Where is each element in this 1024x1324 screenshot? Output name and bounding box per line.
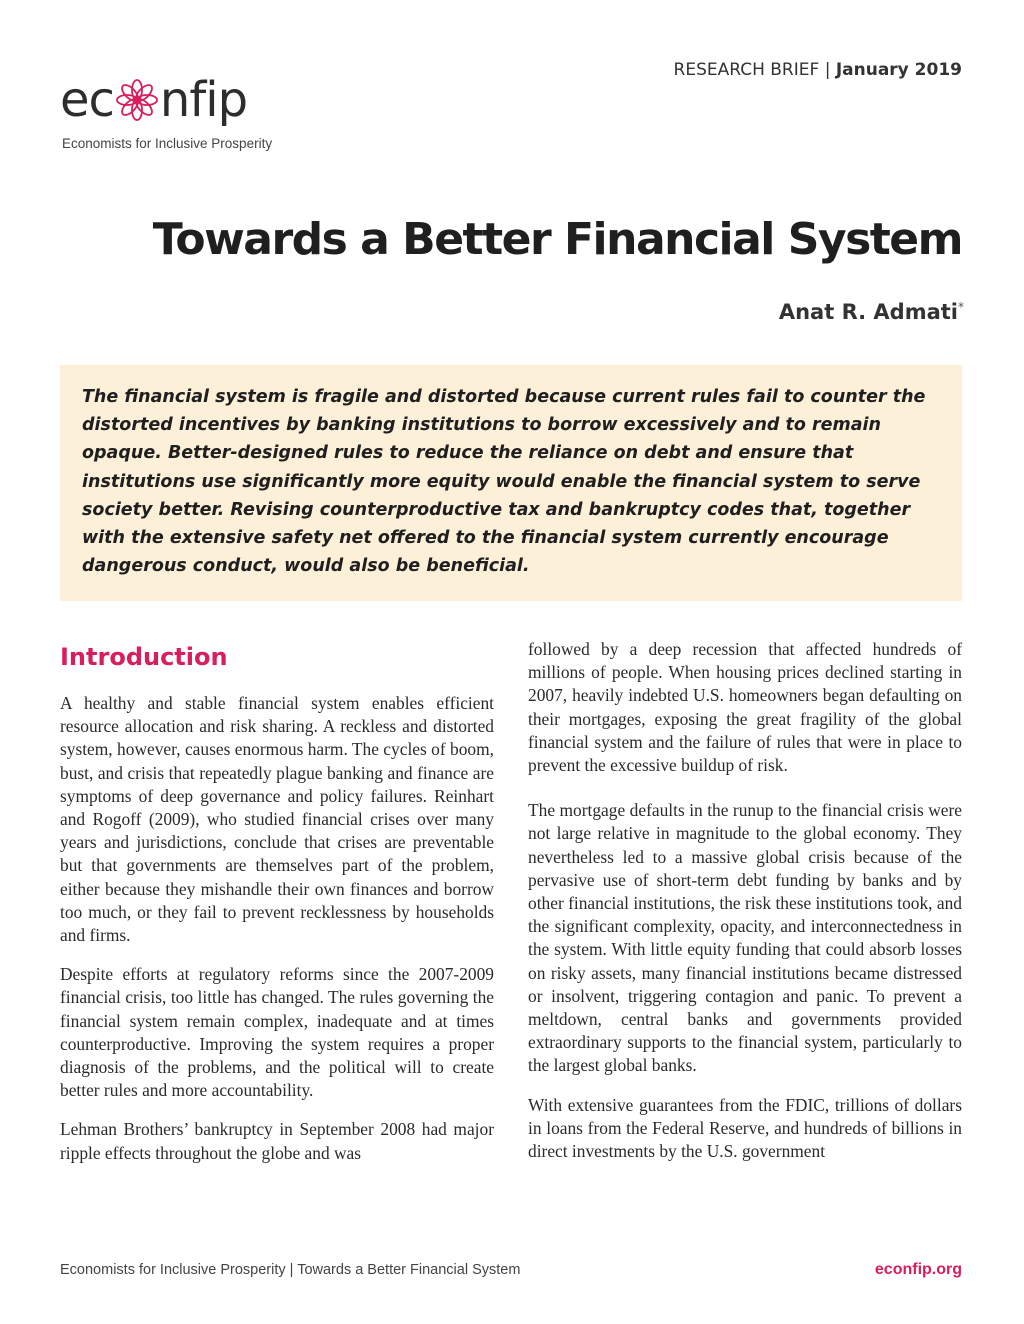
body-paragraph: Lehman Brothers’ bankruptcy in September 2008 had major ripple effects throughout the globe and was xyxy=(60,1119,494,1163)
body-paragraph: With extensive guarantees from the FDIC, trillions of dollars in loans from the Federal Reserve, and hundreds of billions in direct investments by the U.S. government xyxy=(528,1094,962,1162)
research-brief-label xyxy=(674,60,962,80)
abstract-text: The financial system is fragile and distorted because current rules fail to counter the distorted incentives by banking institutions to borrow excessively and to remain opaque. Better-designed rules to reduce the reliance on debt and ensure that institutions use significantly more equity would enable the financial system to serve society better. Revising counterproductive tax and bankruptcy codes that, together with the extensive safety net offered to the financial system currently encourage dangerous conduct, would also be beneficial. xyxy=(82,387,926,577)
logo-text-left: ec xyxy=(60,72,114,128)
econfip-logo xyxy=(60,72,320,162)
page-title: Towards a Better Financial System xyxy=(152,214,962,265)
logo-text-right: nfip xyxy=(159,72,248,128)
body-paragraph: The mortgage defaults in the runup to the financial crisis were not large relative in magnitude to the global economy. They nevertheless led to a massive global crisis because of the pervasive use of short-term debt funding by banks and by other financial institutions, the risk these institutions took, and the significant complexity, opacity, and interconnectedness in the system. With little equity funding that could absorb losses on risky assets, many financial institutions became distressed or insolvent, triggering contagion and panic. To prevent a meltdown, central banks and governments provided extraordinary supports to the financial system, particularly to the largest global banks. xyxy=(528,800,962,1076)
brief-type: RESEARCH BRIEF xyxy=(673,60,820,80)
body-paragraph: Despite efforts at regulatory reforms since the 2007-2009 financial crisis, too little has changed. The rules governing the financial system remain complex, inadequate and at times counterproductive. Improving the system requires a proper diagnosis of the problems, and the political will to create better rules and more accountability. xyxy=(60,964,494,1101)
flower-icon xyxy=(115,78,159,122)
footer-website-link[interactable]: econfip.org xyxy=(874,1261,962,1278)
body-paragraph: A healthy and stable financial system enables efficient resource allocation and risk sharing. A reckless and distorted system, however, causes enormous harm. The cycles of boom, bust, and crisis that repeatedly plague banking and finance are symptoms of deep governance and policy failures. Reinhart and Rogoff (2009), who studied financial crises over many years and jurisdictions, conclude that crises are preventable but that governments are themselves part of the problem, either because they mishandle their own finances and borrow too much, or they fail to prevent recklessness by households and firms. xyxy=(60,693,494,946)
logo-tagline: Economists for Inclusive Prosperity xyxy=(62,136,273,151)
footer-text: Economists for Inclusive Prosperity | Towards a Better Financial System xyxy=(60,1262,521,1278)
author-footnote-mark: * xyxy=(958,300,964,314)
brief-separator: | xyxy=(824,60,831,80)
section-heading-introduction: Introduction xyxy=(60,643,228,671)
brief-date: January 2019 xyxy=(835,60,962,80)
left-column xyxy=(60,640,494,1181)
author-line xyxy=(779,300,964,324)
logo-wordmark xyxy=(60,72,247,128)
author-name: Anat R. Admati xyxy=(778,300,958,324)
abstract-box xyxy=(60,365,962,601)
body-paragraph: followed by a deep recession that affected hundreds of millions of people. When housing prices declined starting in 2007, heavily indebted U.S. homeowners began defaulting on their mortgages, exposing the great fragility of the global financial system and the failure of rules that were in place to prevent the excessive buildup of risk. xyxy=(528,639,962,776)
right-column xyxy=(528,638,962,1179)
